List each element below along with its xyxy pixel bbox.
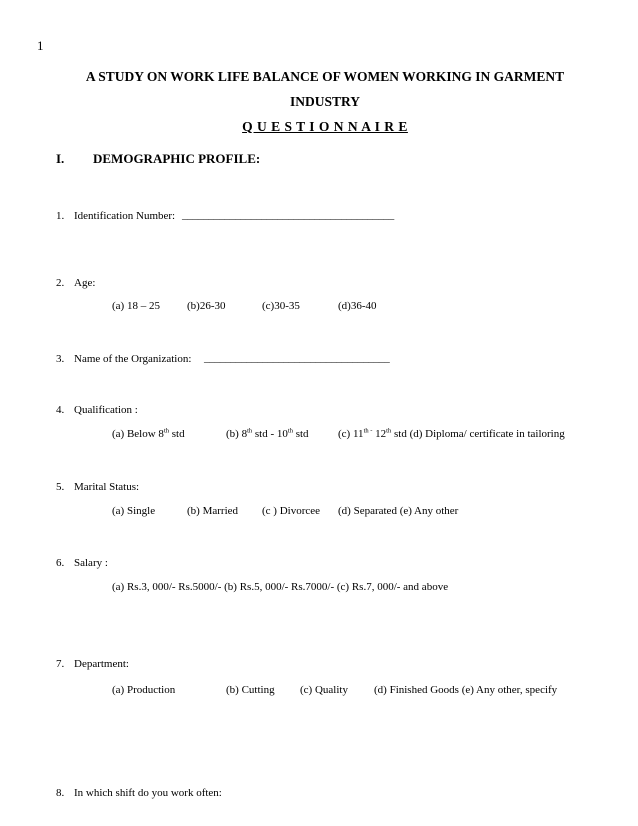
age-option-a[interactable]: (a) 18 – 25 (112, 300, 160, 312)
questionnaire-heading: Q U E S T I O N N A I R E (242, 119, 408, 134)
question-1-text: Identification Number: (74, 210, 176, 222)
question-3-number: 3. (56, 353, 65, 365)
document-title-line-1: A STUDY ON WORK LIFE BALANCE OF WOMEN WORKING IN GARMENT (85, 69, 565, 84)
document-title-line-2: INDUSTRY (289, 94, 361, 109)
question-7-number: 7. (56, 658, 65, 670)
page-number: 1 (37, 38, 44, 53)
qualification-option-b[interactable]: (b) 8th std - 10th std (226, 427, 309, 440)
section-number: I. (56, 151, 65, 166)
section-title: DEMOGRAPHIC PROFILE: (93, 151, 261, 166)
department-option-a[interactable]: (a) Production (112, 684, 176, 696)
qualification-option-c-d[interactable]: (c) $11^{th -}$ 12th std (d) Diploma/ certificate in tailoring (338, 427, 565, 440)
question-5-text: Marital Status: (74, 481, 140, 493)
question-5-number: 5. (56, 481, 65, 493)
organization-name-blank[interactable]: ___________________________________ (204, 352, 390, 364)
identification-number-blank[interactable]: ________________________________________ (182, 209, 395, 221)
question-8-text: In which shift do you work often: (74, 787, 222, 799)
question-2-text: Age: (74, 277, 96, 289)
qualification-option-a[interactable]: (a) Below 8th std (112, 427, 185, 440)
question-3-text: Name of the Organization: (74, 353, 192, 365)
department-option-b[interactable]: (b) Cutting (226, 684, 275, 696)
salary-options[interactable]: (a) Rs.3, 000/- Rs.5000/- (b) Rs.5, 000/- Rs.7000/- (c) Rs.7, 000/- and above (112, 581, 449, 593)
department-option-c[interactable]: (c) Quality (300, 684, 348, 696)
question-6-text: Salary : (74, 557, 108, 569)
question-6-number: 6. (56, 557, 65, 569)
age-option-c[interactable]: (c)30-35 (262, 300, 300, 312)
marital-option-c[interactable]: (c ) Divorcee (262, 505, 321, 517)
question-2-number: 2. (56, 277, 65, 289)
marital-option-d-e[interactable]: (d) Separated (e) Any other (338, 505, 459, 517)
marital-option-b[interactable]: (b) Married (187, 505, 239, 517)
question-1-number: 1. (56, 210, 65, 222)
question-8-number: 8. (56, 787, 65, 799)
question-4-number: 4. (56, 404, 65, 416)
question-7-text: Department: (74, 658, 129, 670)
marital-option-a[interactable]: (a) Single (112, 505, 156, 517)
age-option-d[interactable]: (d)36-40 (338, 300, 377, 312)
question-4-text: Qualification : (74, 404, 138, 416)
department-option-d-e[interactable]: (d) Finished Goods (e) Any other, specify (374, 684, 558, 696)
age-option-b[interactable]: (b)26-30 (187, 300, 226, 312)
